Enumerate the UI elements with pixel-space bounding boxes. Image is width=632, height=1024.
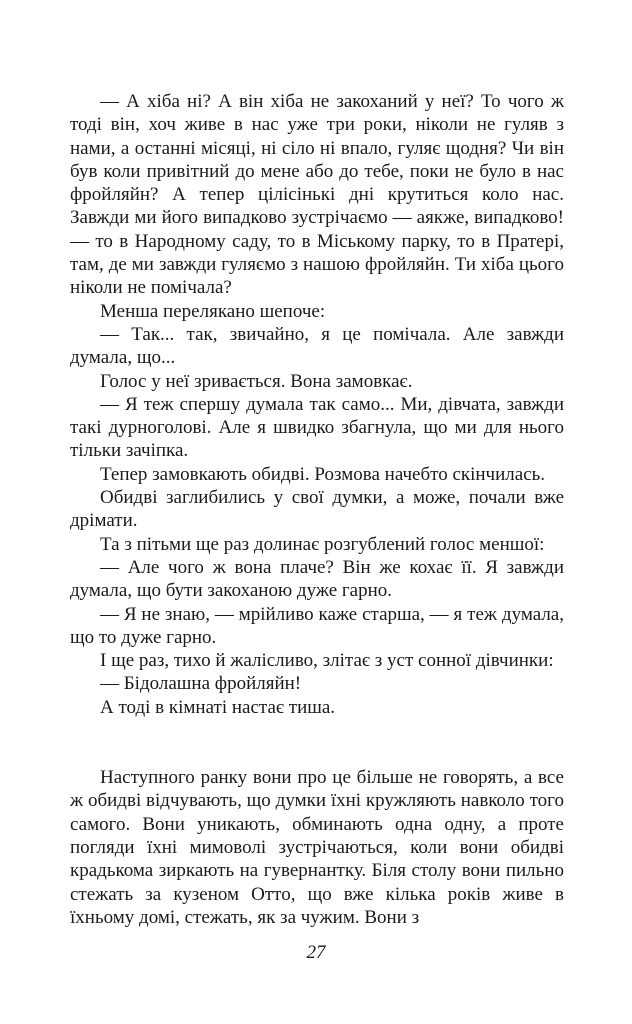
paragraph: Менша перелякано шепоче: (100, 300, 326, 322)
page-number: 27 (306, 942, 326, 963)
paragraph: — Я теж спершу думала так само... Ми, дівчата, завжди такі дурноголові. Але я швидко збагнула, що ми для нього тільки зачіпка. (70, 393, 564, 462)
paragraph: — Але чого ж вона плаче? Він же кохає її. Я завжди думала, що бути закоханою дуже гарно. (70, 556, 564, 602)
paragraph: — Бідолашна фройляйн! (100, 673, 302, 695)
paragraph: І ще раз, тихо й жалісливо, злітає з уст сонної дівчинки: (100, 650, 554, 672)
page-body (70, 90, 564, 929)
paragraph: — Так... так, звичайно, я це помічала. Але завжди думала, що... (70, 323, 564, 369)
paragraph: — Я не знаю, — мрійливо каже старша, — я теж думала, що то дуже гарно. (70, 603, 564, 648)
paragraph: Голос у неї зривається. Вона замовкає. (100, 370, 413, 392)
paragraph: Наступного ранку вони про це більше не говорять, а все ж обидві відчувають, що думки їхні кружляють навколо того самого. Вони уникають, обминають одна одну, а проте погляди їхні мимоволі зустрічаються, коли вони обидві крадькома зиркають на гувернантку. Біля столу вони пильно стежать за кузеном Отто, що вже кілька років живе в їхньому домі, стежать, як за чужим. Вони з (70, 767, 564, 928)
paragraph: Обидві заглибились у свої думки, а може, почали вже дрімати. (70, 487, 564, 532)
paragraph: — А хіба ні? А він хіба не закоханий у неї? То чого ж тоді він, хоч живе в нас уже три роки, ніколи не гуляв з нами, а останні місяці, ні сіло ні впало, гуляє щодня? Чи він був коли привітний до мене або до тебе, поки не було в нас фройляйн? А тепер цілісінькі дні крутиться коло нас. Завжди ми його випадково зустрічаємо — аякже, випадково! — то в Народному саду, то в Міському парку, то в Пратері, там, де ми завжди гуляємо з нашою фройляйн. Ти хіба цього ніколи не помічала? (70, 91, 564, 299)
paragraph: Та з пітьми ще раз долинає розгублений голос меншої: (100, 533, 545, 555)
paragraph: Тепер замовкають обидві. Розмова начебто скінчилась. (100, 463, 546, 485)
section-break (70, 719, 564, 766)
paragraph: А тоді в кімнаті настає тиша. (100, 696, 336, 718)
